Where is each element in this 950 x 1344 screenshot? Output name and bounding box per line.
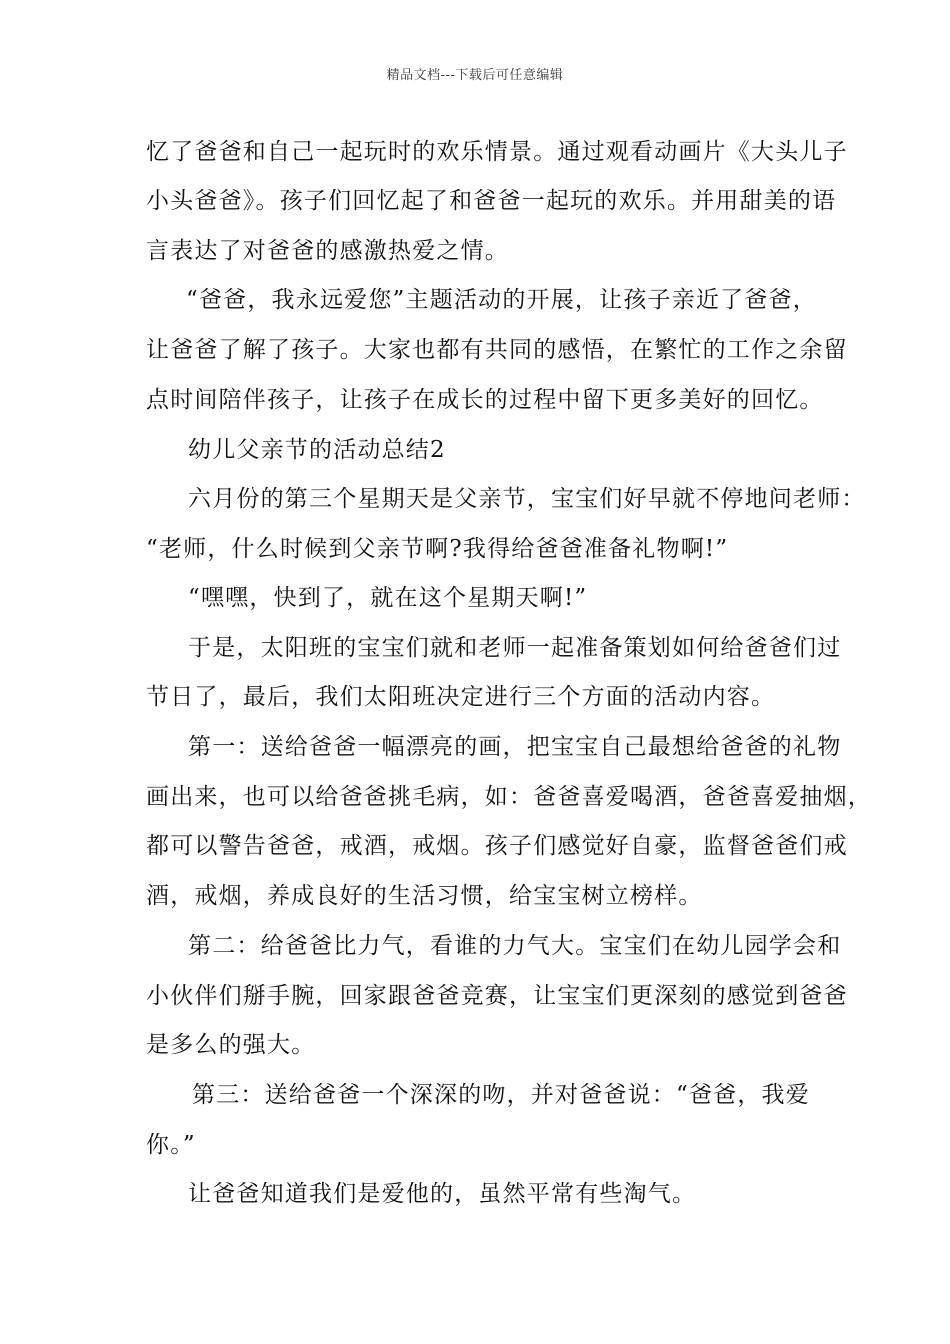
text-line: 画出来，也可以给爸爸挑毛病，如：爸爸喜爱喝酒，爸爸喜爱抽烟，: [146, 784, 872, 810]
text-line: 让爸爸知道我们是爱他的，虽然平常有些淘气。: [188, 1181, 697, 1207]
text-line: 第二：给爸爸比力气，看谁的力气大。宝宝们在幼儿园学会和: [188, 933, 842, 959]
text-line: “爸爸，我永远爱您”主题活动的开展，让孩子亲近了爸爸，: [186, 287, 817, 313]
text-line: “嘿嘿，快到了，就在这个星期天啊!”: [188, 585, 588, 611]
text-line: 都可以警告爸爸，戒酒，戒烟。孩子们感觉好自豪，监督爸爸们戒: [146, 833, 848, 859]
page-header: 精品文档---下载后可任意编辑: [386, 68, 564, 83]
text-line: “老师，什么时候到父亲节啊?我得给爸爸准备礼物啊!”: [146, 536, 729, 562]
text-line: 酒，戒烟，养成良好的生活习惯，给宝宝树立榜样。: [146, 883, 703, 909]
text-line: 六月份的第三个星期天是父亲节，宝宝们好早就不停地问老师：: [188, 486, 866, 512]
text-line: 忆了爸爸和自己一起玩时的欢乐情景。通过观看动画片《大头儿子: [146, 139, 848, 165]
text-line: 第一：送给爸爸一幅漂亮的画，把宝宝自己最想给爸爸的礼物: [188, 734, 842, 760]
text-line: 点时间陪伴孩子，让孩子在成长的过程中留下更多美好的回忆。: [146, 387, 824, 413]
text-line: 让爸爸了解了孩子。大家也都有共同的感悟，在繁忙的工作之余留: [146, 337, 848, 363]
text-line: 你。”: [146, 1132, 196, 1158]
section-heading: 幼儿父亲节的活动总结2: [188, 437, 446, 463]
text-line: 节日了，最后，我们太阳班决定进行三个方面的活动内容。: [146, 684, 776, 710]
text-line: 是多么的强大。: [146, 1032, 316, 1058]
text-line: 第三：送给爸爸一个深深的吻，并对爸爸说：“爸爸，我爱: [192, 1082, 810, 1108]
text-line: 于是，太阳班的宝宝们就和老师一起准备策划如何给爸爸们过: [188, 635, 842, 661]
text-line: 小伙伴们掰手腕，回家跟爸爸竞赛，让宝宝们更深刻的感觉到爸爸: [146, 983, 848, 1009]
text-line: 小头爸爸》。孩子们回忆起了和爸爸一起玩的欢乐。并用甜美的语: [146, 188, 837, 214]
text-line: 言表达了对爸爸的感激热爱之情。: [146, 238, 509, 264]
